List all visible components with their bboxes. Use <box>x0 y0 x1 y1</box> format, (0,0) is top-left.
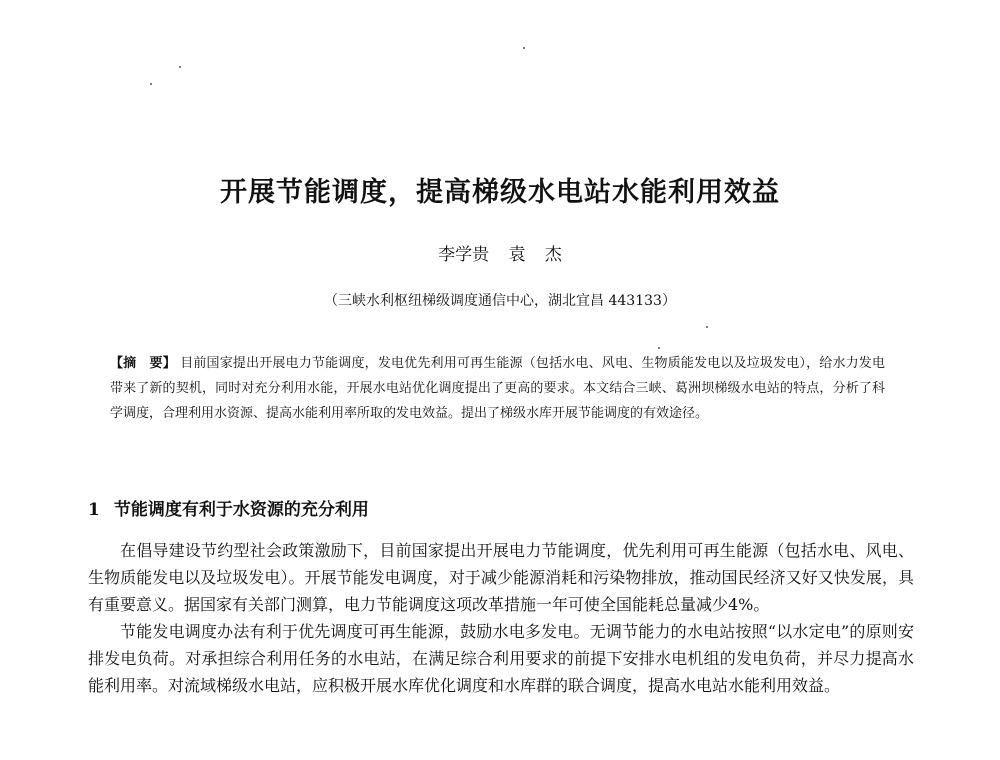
section-number: 1 <box>88 500 100 520</box>
paper-title: 开展节能调度，提高梯级水电站水能利用效益 <box>220 177 780 208</box>
scan-speck <box>658 347 660 349</box>
section-body <box>88 537 914 699</box>
body-paragraph: 节能发电调度办法有利于优先调度可再生能源，鼓励水电多发电。无调节能力的水电站按照“以水定电”的原则安排发电负荷。对承担综合利用任务的水电站，在满足综合利用要求的前提下安排水电机组的发电负荷，并尽力提高水能利用率。对流域梯级水电站，应积极开展水库优化调度和水库群的联合调度，提高水电站水能利用效益。 <box>88 622 914 695</box>
abstract-label: 【摘 要】 <box>110 356 176 371</box>
abstract-text: 目前国家提出开展电力节能调度，发电优先利用可再生能源（包括水电、风电、生物质能发电以及垃圾发电），给水力发电带来了新的契机，同时对充分利用水能，开展水电站优化调度提出了更高的要求。本文结合三峡、葛洲坝梯级水电站的特点，分析了科学调度，合理利用水资源、提高水能利用率所取的发电效益。提出了梯级水库开展节能调度的有效途径。 <box>110 356 885 421</box>
body-paragraph: 在倡导建设节约型社会政策激励下，目前国家提出开展电力节能调度，优先利用可再生能源（包括水电、风电、生物质能发电以及垃圾发电）。开展节能发电调度，对于减少能源消耗和污染物排放，推动国民经济又好又快发展，具有重要意义。据国家有关部门测算，电力节能调度这项改革措施一年可使全国能耗总量减少4%。 <box>88 541 914 614</box>
abstract <box>110 351 885 426</box>
scan-speck <box>179 66 181 68</box>
paper-affiliation: （三峡水利枢纽梯级调度通信中心，湖北宜昌 443133） <box>324 293 676 309</box>
scan-speck <box>523 47 525 49</box>
section-title: 节能调度有利于水资源的充分利用 <box>113 500 369 520</box>
scan-speck <box>706 326 708 328</box>
scan-speck <box>150 83 152 85</box>
paper-authors: 李学贵 袁 杰 <box>438 245 562 265</box>
section-heading <box>88 495 369 520</box>
